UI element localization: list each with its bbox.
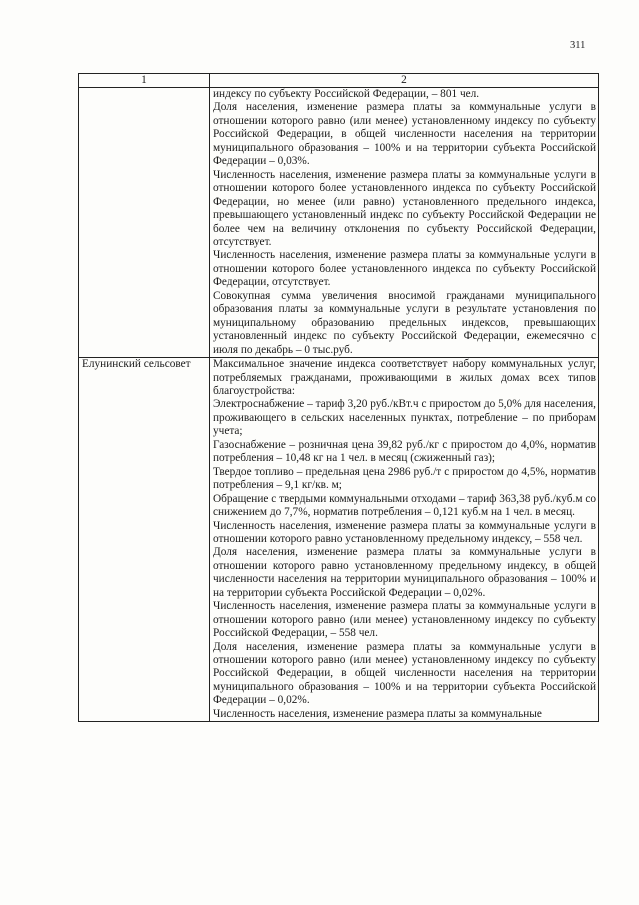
content-cell <box>210 358 599 722</box>
column-header-1: 1 <box>79 74 210 88</box>
content-cell <box>210 88 599 358</box>
paragraph: Численность населения, изменение размера платы за коммунальные <box>213 707 542 720</box>
paragraph: Численность населения, изменение размера платы за коммунальные услуги в отношении которого более установленного индекса по субъекту Российской Федерации, отсутствует. <box>213 249 596 289</box>
municipality-cell <box>79 88 210 358</box>
paragraph: Совокупная сумма увеличения вносимой гражданами муниципального образования платы за коммунальные услуги в результате установления по муниципальному образованию предельных индексов, превышающих установленный индекс по субъекту Российской Федерации, ежемесячно с июля по декабрь – 0 тыс.руб. <box>213 289 596 356</box>
table-header-row <box>79 74 599 88</box>
paragraph: Максимальное значение индекса соответствует набору коммунальных услуг, потребляемых гражданами, проживающими в жилых домах всех типов благоустройства: <box>213 358 596 397</box>
document-table <box>78 73 599 722</box>
municipality-cell: Елунинский сельсовет <box>79 358 210 722</box>
paragraph: Обращение с твердыми коммунальными отходами – тариф 363,38 руб./куб.м со снижением до 7,7%, норматив потребления – 0,121 куб.м на 1 чел. в месяц. <box>213 492 596 519</box>
paragraph: индексу по субъекту Российской Федерации, – 801 чел. <box>213 88 480 100</box>
paragraph: Газоснабжение – розничная цена 39,82 руб./кг с приростом до 4,0%, норматив потребления – 10,48 кг на 1 чел. в месяц (сжиженный газ); <box>213 438 596 465</box>
table-row <box>79 358 599 722</box>
paragraph: Доля населения, изменение размера платы за коммунальные услуги в отношении которого равно (или менее) установленному индексу по субъекту Российской Федерации, в общей численности населения на территории муниципального образования – 100% и на территории субъекта Российской Федерации – 0,03%. <box>213 101 596 168</box>
paragraph: Численность населения, изменение размера платы за коммунальные услуги в отношении которого более установленного индекса по субъекту Российской Федерации, но менее (или равно) установленного предельного индекса, превышающего установленный индекс по субъекту Российской Федерации не более чем на величину отклонения по субъекту Российской Федерации, отсутствует. <box>213 168 596 248</box>
column-header-2: 2 <box>210 74 599 88</box>
paragraph: Доля населения, изменение размера платы за коммунальные услуги в отношении которого равно установленному предельному индексу, в общей численности населения на территории муниципального образования – 100% и на территории субъекта Российской Федерации – 0,02%. <box>213 546 596 599</box>
paragraph: Электроснабжение – тариф 3,20 руб./кВт.ч с приростом до 5,0% для населения, проживающего в сельских населенных пунктах, потребление – по приборам учета; <box>213 398 596 438</box>
paragraph: Твердое топливо – предельная цена 2986 руб./т с приростом до 4,5%, норматив потребления – 9,1 кг/кв. м; <box>213 465 596 492</box>
page-number: 311 <box>570 40 586 51</box>
table-row <box>79 88 599 358</box>
paragraph: Численность населения, изменение размера платы за коммунальные услуги в отношении которого равно установленному предельному индексу, – 558 чел. <box>213 519 596 545</box>
paragraph: Численность населения, изменение размера платы за коммунальные услуги в отношении которого равно (или менее) установленному индексу по субъекту Российской Федерации, – 558 чел. <box>213 600 596 640</box>
paragraph: Доля населения, изменение размера платы за коммунальные услуги в отношении которого равно (или менее) установленному индексу по субъекту Российской Федерации, в общей численности населения на территории муниципального образования – 100% и на территории субъекта Российской Федерации – 0,02%. <box>213 640 596 707</box>
